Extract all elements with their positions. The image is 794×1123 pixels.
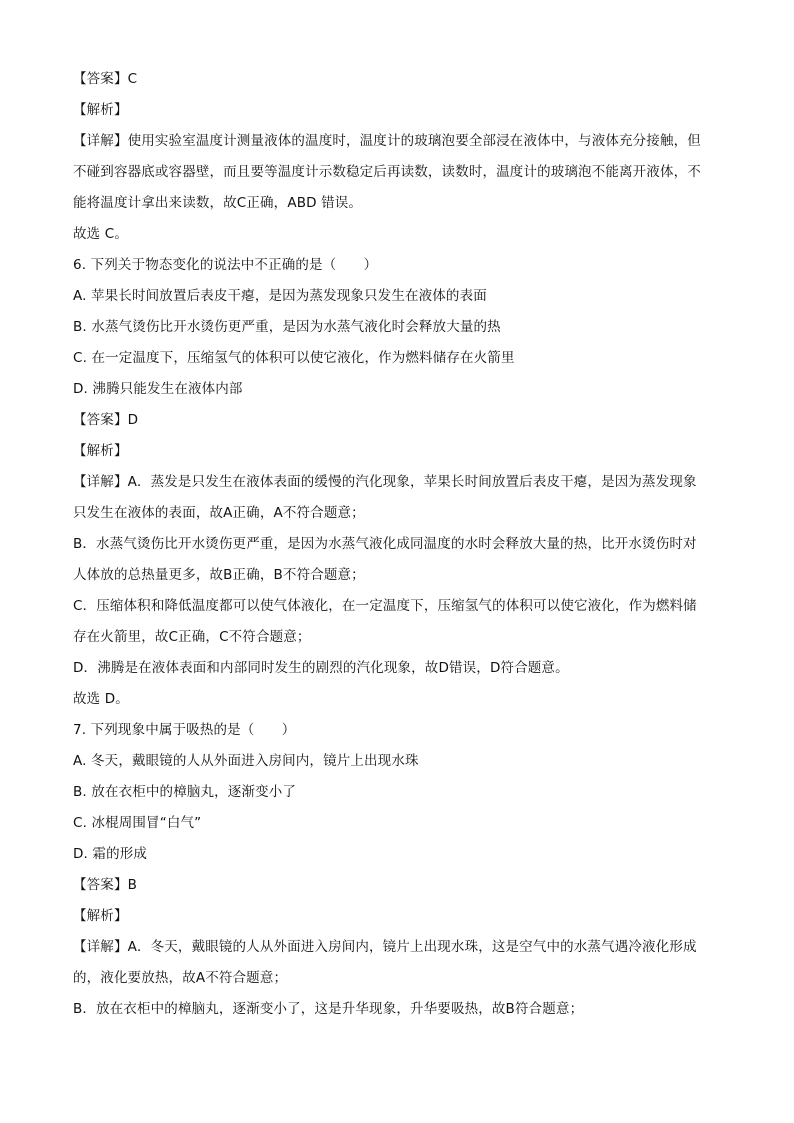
answer-line: 【答案】B <box>73 877 138 893</box>
detail-line: 【详解】A．冬天，戴眼镜的人从外面进入房间内，镜片上出现水珠，这是空气中的水蒸气遇冷液化形成 <box>73 939 697 955</box>
page-content <box>73 64 723 1025</box>
detail-line: B．水蒸气烫伤比开水烫伤更严重，是因为水蒸气液化成同温度的水时会释放大量的热，比开水烫伤时对 <box>73 536 697 552</box>
detail-line: D．沸腾是在液体表面和内部同时发生的剧烈的汽化现象，故D错误，D符合题意。 <box>73 660 569 676</box>
question-7-option-b: B. 放在衣柜中的樟脑丸，逐渐变小了 <box>73 784 297 800</box>
detail-line: 存在火箭里，故C正确，C不符合题意； <box>73 629 311 645</box>
question-6-option-a: A. 苹果长时间放置后表皮干瘪，是因为蒸发现象只发生在液体的表面 <box>73 288 487 304</box>
analysis-heading: 【解析】 <box>73 102 128 118</box>
detail-line: 【详解】A．蒸发是只发生在液体表面的缓慢的汽化现象，苹果长时间放置后表皮干瘪，是因为蒸发现象 <box>73 474 697 490</box>
question-6-option-b: B. 水蒸气烫伤比开水烫伤更严重，是因为水蒸气液化时会释放大量的热 <box>73 319 501 335</box>
question-6-stem: 6. 下列关于物态变化的说法中不正确的是（ ） <box>73 257 378 273</box>
detail-line: 人体放的总热量更多，故B正确，B不符合题意； <box>73 567 365 583</box>
conclusion-line: 故选 D。 <box>73 691 129 707</box>
detail-line: B．放在衣柜中的樟脑丸，逐渐变小了，这是升华现象，升华要吸热，故B符合题意； <box>73 1001 584 1017</box>
detail-line: 只发生在液体的表面，故A正确，A不符合题意； <box>73 505 365 521</box>
question-6-option-c: C. 在一定温度下，压缩氢气的体积可以使它液化，作为燃料储存在火箭里 <box>73 350 515 366</box>
detail-line: 能将温度计拿出来读数，故C正确，ABD 错误。 <box>73 195 363 211</box>
analysis-heading: 【解析】 <box>73 908 128 924</box>
question-7-stem: 7. 下列现象中属于吸热的是（ ） <box>73 722 296 738</box>
analysis-heading: 【解析】 <box>73 443 128 459</box>
answer-line: 【答案】D <box>73 412 139 428</box>
question-7-option-d: D. 霜的形成 <box>73 846 148 862</box>
question-7-option-a: A. 冬天，戴眼镜的人从外面进入房间内，镜片上出现水珠 <box>73 753 419 769</box>
question-7-option-c: C. 冰棍周围冒“白气” <box>73 815 202 831</box>
detail-line: 不碰到容器底或容器壁，而且要等温度计示数稳定后再读数，读数时，温度计的玻璃泡不能离开液体，不 <box>73 164 701 180</box>
question-6-option-d: D. 沸腾只能发生在液体内部 <box>73 381 243 397</box>
detail-line: C．压缩体积和降低温度都可以使气体液化，在一定温度下，压缩氢气的体积可以使它液化，作为燃料储 <box>73 598 697 614</box>
detail-line: 的，液化要放热，故A不符合题意； <box>73 970 288 986</box>
answer-line: 【答案】C <box>73 71 138 87</box>
conclusion-line: 故选 C。 <box>73 226 128 242</box>
detail-line: 【详解】使用实验室温度计测量液体的温度时，温度计的玻璃泡要全部浸在液体中，与液体充分接触，但 <box>73 133 701 149</box>
